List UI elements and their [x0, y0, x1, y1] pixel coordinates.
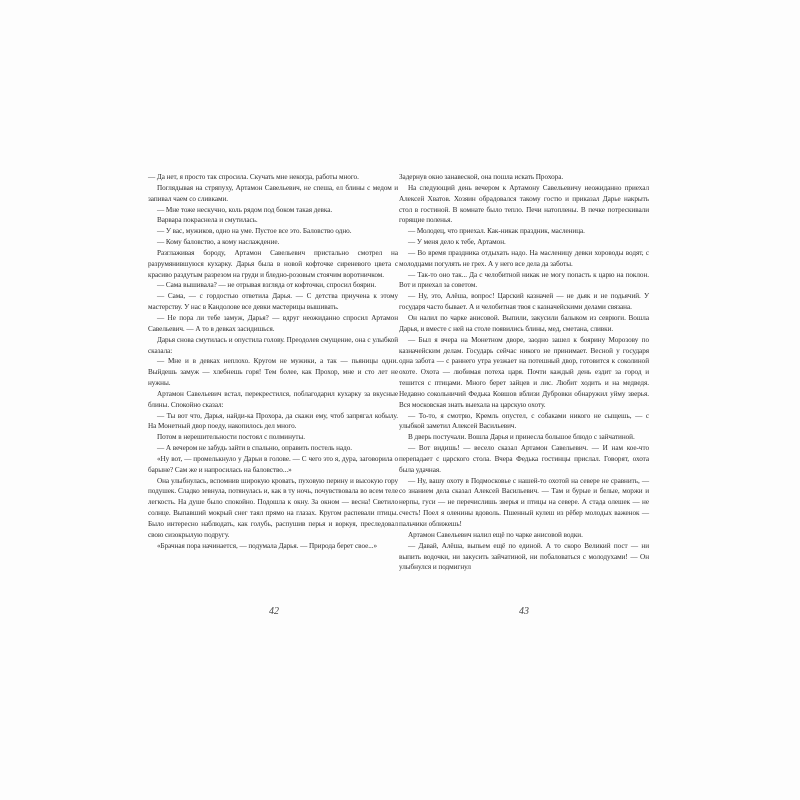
paragraph: — Мне тоже нескучно, коль рядом под боком такая девка.: [157, 205, 333, 214]
paragraph: Разглаживая бороду, Артамон Савельевич пристально смотрел на разрумянившуюся кухарку. Дарья была в новой кофточке сиреневого цвета с красиво раздутым разрезом на груди и бледно-розовым стоячим воротничком.: [148, 248, 398, 279]
paragraph: — Ну, это, Алёша, вопрос! Царский казначей — не дьяк и не подьячий. У государя часто бывает. А и челобитная твоя с казначейскими делами связана.: [399, 292, 649, 312]
paragraph: «Брачная пора начинается, — подумала Дарья. — Природа берет свое...»: [157, 541, 378, 550]
paragraph: — Ты вот что, Дарья, найди-ка Прохора, да скажи ему, чтоб запрягал кобылу. На Монетный двор поеду, накопилось дел много.: [148, 411, 398, 431]
paragraph: — Сама, — с гордостью ответила Дарья. — С детства приучена к этому мастерству. У нас в Кандолове все девки мастерицы вышивать.: [148, 292, 398, 312]
paragraph: — У меня дело к тебе, Артамон.: [408, 238, 506, 247]
paragraph: Дарья снова смутилась и опустила голову. Преодолев смущение, она с улыбкой сказала:: [148, 335, 398, 355]
paragraph: — Во время праздника отдыхать надо. На масленицу девки хороводы водят, с молодцами погулять не грех. А у него все дела да заботы.: [399, 248, 649, 268]
paragraph: В дверь постучали. Вошла Дарья и принесла большое блюдо с зайчатиной.: [408, 433, 635, 442]
paragraph: — То-то, я смотрю, Кремль опустел, с собаками никого не сыщешь, — с улыбкой заметил Алексей Васильевич.: [399, 411, 649, 431]
paragraph: — Был я вчера на Монетном дворе, заодно зашел к боярину Морозову по казначейским делам. Государь сейчас никого не принимает. Весной у государя одна забота — с раннего утра уезжает на потешный двор, готовится к соколиной охоте. Охота — любимая потеха царя. Почти каждый день ездит за город и тешится с птицами. Много берет зайцев и лис. Любит ходить и на медведя. Недавно сокольничий Федька Ковшов вблизи Дубровки обнаружил уйму зверья. Вся московская знать выехала на царскую охоту.: [399, 335, 649, 409]
paragraph: — Так-то оно так... Да с челобитной никак не могу попасть к царю на поклон. Вот и приехал за советом.: [399, 270, 649, 290]
paragraph: — Сама вышивала? — не отрывая взгляда от кофточки, спросил боярин.: [157, 281, 377, 290]
paragraph: Варвара покраснела и смутилась.: [157, 216, 258, 225]
paragraph: — Вот видишь! — весело сказал Артамон Савельевич. — И нам кое-что перепадает с царского стола. Вчера Федька гостинцы прислал. Говорят, охота была удачная.: [399, 444, 649, 474]
paragraph: — Мне и в девках неплохо. Кругом не мужики, а так — пьяницы одни. Выйдешь замуж — хлебнешь горя! Тем более, как Прохор, мне и сто лет не нужны.: [148, 357, 398, 388]
paragraph: Задернув окно занавеской, она пошла искать Прохора.: [399, 173, 564, 181]
paragraph: — Давай, Алёша, выпьем ещё по единой. А то скоро Великий пост — ни выпить водочки, ни закусить зайчатиной, ни побаловаться с молодухами! — Он улыбнулся и подмигнул: [399, 541, 649, 572]
paragraph: — Кому баловство, а кому наслаждение.: [157, 238, 280, 247]
paragraph: Артамон Савельевич встал, перекрестился, поблагодарил кухарку за вкусные блины. Спокойно сказал:: [148, 389, 398, 409]
paragraph: — У вас, мужиков, одно на уме. Пустое все это. Баловство одно.: [157, 227, 352, 236]
paragraph: — Да нет, я просто так спросила. Скучать мне некогда, работы много.: [148, 173, 359, 181]
paragraph: — А вечером не забудь зайти в спальню, оправить постель надо.: [157, 444, 352, 453]
left-page-number: 42: [269, 606, 279, 617]
paragraph: — Ну, вашу охоту в Подмосковье с нашей-то охотой на севере не сравнить, — со знанием дела сказал Алексей Васильевич. — Там и бурые и белые, моржи и нерпы, гуси — не перечислишь зверья и птицы на севере. А стада олешек — не счесть! Поел я оленины вдоволь. Пшенный кулеш из рёбер молодых важенок — пальчики оближешь!: [399, 476, 649, 528]
paragraph: Артамон Савельевич налил ещё по чарке анисовой водки.: [408, 530, 583, 539]
left-page: [148, 172, 398, 552]
paragraph: Поглядывая на стряпуху, Артамон Савельевич, не спеша, ел блины с медом и запивал чаем со сливками.: [148, 183, 398, 203]
paragraph: — Молодец, что приехал. Как-никак праздник, масленица.: [408, 227, 585, 236]
paragraph: Он налил по чарке анисовой. Выпили, закусили балыком из севрюги. Вошла Дарья, и вместе с ней на столе появились блины, мед, сметана, сливки.: [399, 313, 649, 333]
right-page-number: 43: [519, 606, 529, 617]
paragraph: Она улыбнулась, вспомнив широкую кровать, пуховую перину и высокую гору подушек. Сладко зевнула, потянулась и, как в ту ночь, почувствовала во всем теле легкость. На душе было спокойно. Подошла к окну. За окном — весна! Светило солнце. Выпавший мокрый снег таял прямо на глазах. Кругом распевали птицы. Было интересно наблюдать, как голубь, распушив перья и воркуя, преследовал свою сизокрылую подругу.: [148, 476, 398, 539]
right-page: [399, 172, 649, 573]
paragraph: На следующий день вечером к Артамону Савельевичу неожиданно приехал Алексей Хватов. Хозяин обрадовался такому гостю и приказал Дарье накрыть стол в гостиной. В комнате было тепло. Печи натоплены. В печке потрескивали горящие поленья.: [399, 183, 649, 225]
paragraph: — Не пора ли тебе замуж, Дарья? — вдруг неожиданно спросил Артамон Савельевич. — А то в девках засидишься.: [148, 313, 398, 333]
paragraph: «Ну вот, — промелькнуло у Дарьи в голове. — С чего это я, дура, заговорила о барыне? Сам же и напросилась на баловство...»: [148, 454, 398, 474]
paragraph: Потом в нерешительности постоял с полминуты.: [157, 433, 306, 442]
